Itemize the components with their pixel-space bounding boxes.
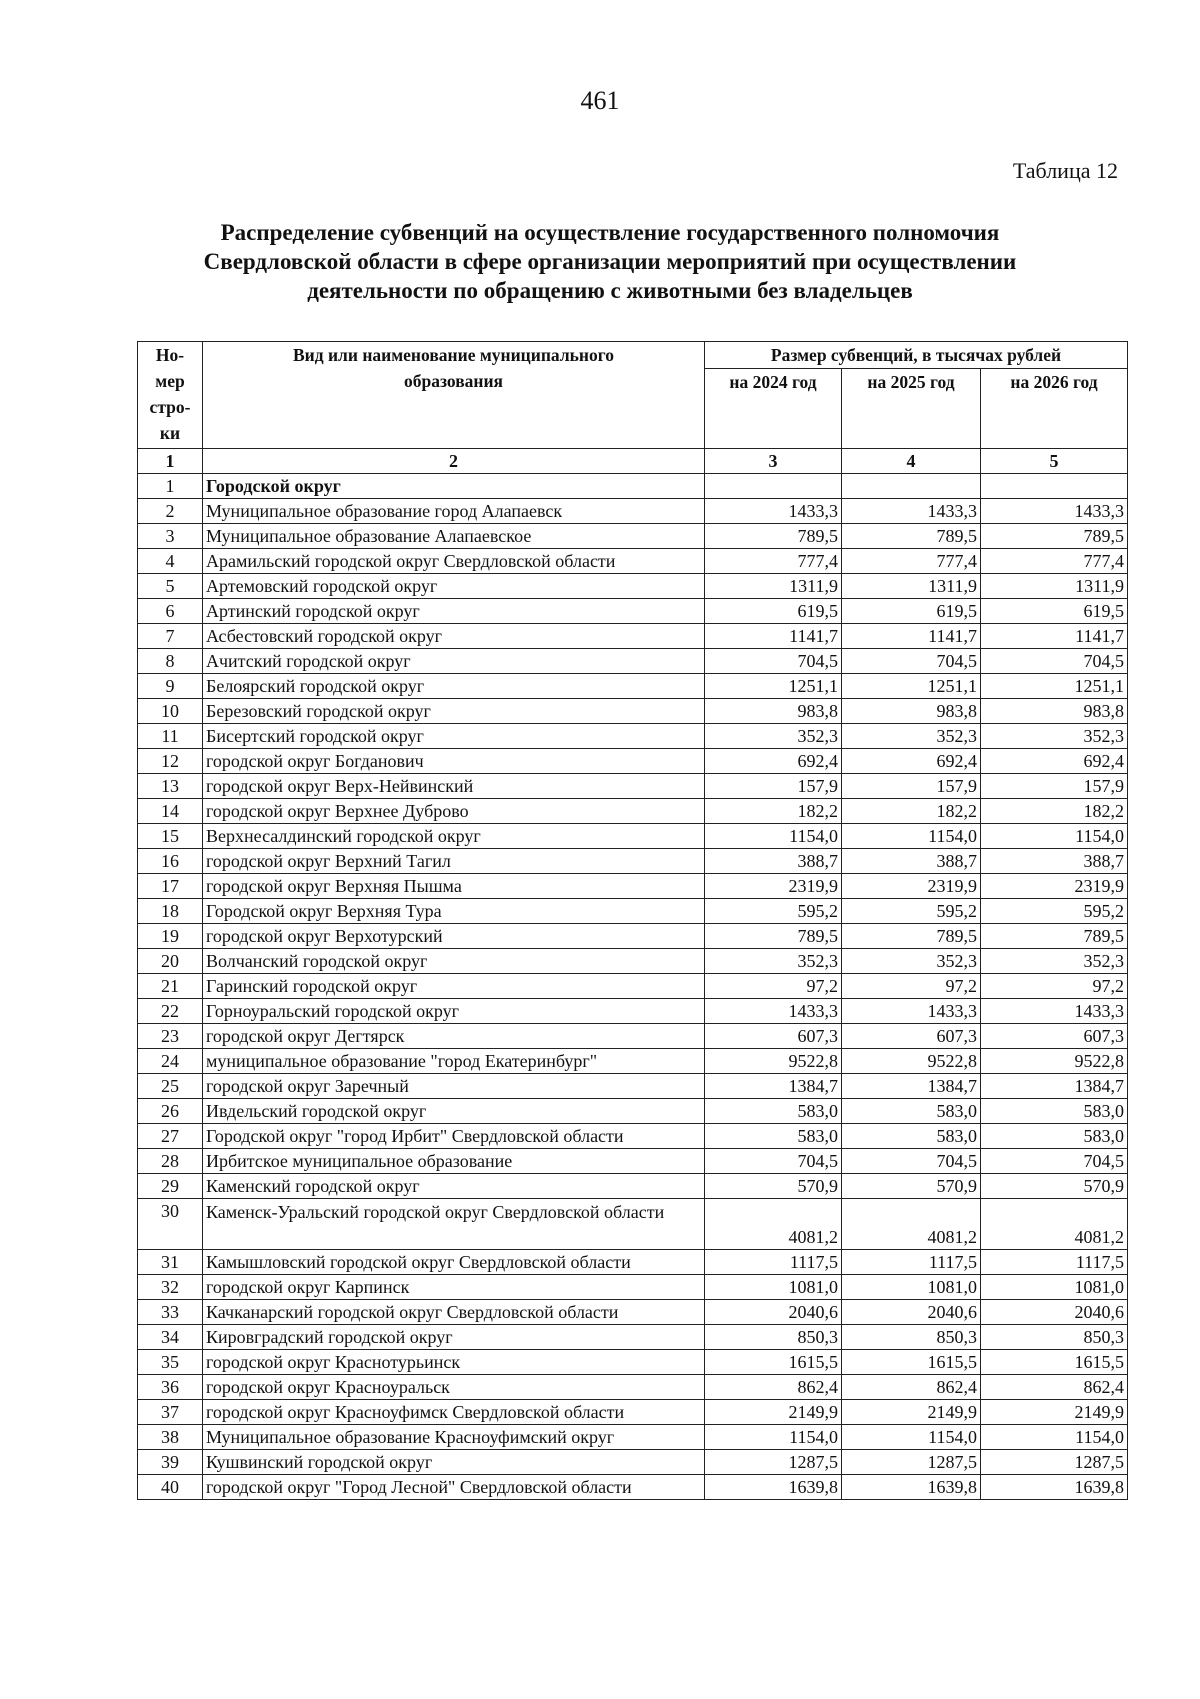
- table-row: [138, 1475, 1128, 1500]
- subsidy-2026-cell: 388,7: [981, 849, 1128, 874]
- table-row: [138, 1375, 1128, 1400]
- subsidy-2025-cell: 1154,0: [842, 824, 981, 849]
- subsidy-2024-cell: 1311,9: [705, 574, 842, 599]
- subsidy-2025-cell: 789,5: [842, 524, 981, 549]
- subsidy-2025-cell: 1433,3: [842, 499, 981, 524]
- municipality-name-cell: городской округ Красноуфимск Свердловской области: [203, 1400, 705, 1425]
- subsidy-2026-cell: 1141,7: [981, 624, 1128, 649]
- row-number-cell: 17: [138, 874, 203, 899]
- subsidy-2024-cell: 2319,9: [705, 874, 842, 899]
- row-number-cell: 15: [138, 824, 203, 849]
- subsidy-2026-cell: 583,0: [981, 1099, 1128, 1124]
- subsidy-2024-cell: 983,8: [705, 699, 842, 724]
- subsidy-2024-cell: 182,2: [705, 799, 842, 824]
- table-row: [138, 474, 1128, 499]
- subsidy-2025-cell: 352,3: [842, 949, 981, 974]
- subsidy-2024-cell: 1287,5: [705, 1450, 842, 1475]
- subsidy-2025-cell: [842, 474, 981, 499]
- subsidy-2025-cell: 2319,9: [842, 874, 981, 899]
- subsidy-2026-cell: 1433,3: [981, 999, 1128, 1024]
- column-index: 4: [842, 449, 981, 474]
- subsidy-2024-cell: 704,5: [705, 1149, 842, 1174]
- subsidy-2026-cell: 1384,7: [981, 1074, 1128, 1099]
- subsidy-2026-cell: 1287,5: [981, 1450, 1128, 1475]
- municipality-name-cell: Каменск-Уральский городской округ Свердловской области: [203, 1199, 705, 1250]
- subsidy-2024-cell: 607,3: [705, 1024, 842, 1049]
- subsidy-table: [137, 341, 1128, 1500]
- subsidy-2025-cell: 2149,9: [842, 1400, 981, 1425]
- row-number-cell: 22: [138, 999, 203, 1024]
- municipality-name-cell: Муниципальное образование Алапаевское: [203, 524, 705, 549]
- column-index: 1: [138, 449, 203, 474]
- municipality-name-cell: Белоярский городской округ: [203, 674, 705, 699]
- row-number-cell: 29: [138, 1174, 203, 1199]
- table-row: [138, 1350, 1128, 1375]
- title-line: Свердловской области в сфере организации мероприятий при осуществлении: [203, 249, 1017, 274]
- municipality-name-cell: Верхнесалдинский городской округ: [203, 824, 705, 849]
- row-number-cell: 19: [138, 924, 203, 949]
- municipality-name-cell: Ирбитское муниципальное образование: [203, 1149, 705, 1174]
- subsidy-2026-cell: 570,9: [981, 1174, 1128, 1199]
- subsidy-2024-cell: 2149,9: [705, 1400, 842, 1425]
- municipality-name-cell: муниципальное образование "город Екатеринбург": [203, 1049, 705, 1074]
- subsidy-2025-cell: 388,7: [842, 849, 981, 874]
- subsidy-2025-cell: 1384,7: [842, 1074, 981, 1099]
- table-row: [138, 1124, 1128, 1149]
- subsidy-2026-cell: 1433,3: [981, 499, 1128, 524]
- municipality-name-cell: Артемовский городской округ: [203, 574, 705, 599]
- row-number-cell: 31: [138, 1250, 203, 1275]
- subsidy-2025-cell: 1154,0: [842, 1425, 981, 1450]
- subsidy-2025-cell: 352,3: [842, 724, 981, 749]
- subsidy-2026-cell: 1251,1: [981, 674, 1128, 699]
- row-number-cell: 5: [138, 574, 203, 599]
- subsidy-2025-cell: 607,3: [842, 1024, 981, 1049]
- table-label: Таблица 12: [1012, 158, 1118, 183]
- table-row: [138, 1099, 1128, 1124]
- subsidy-2024-cell: 1615,5: [705, 1350, 842, 1375]
- header-year-2025: на 2025 год: [842, 369, 981, 449]
- row-number-cell: 38: [138, 1425, 203, 1450]
- table-row: [138, 874, 1128, 899]
- subsidy-2025-cell: 1311,9: [842, 574, 981, 599]
- municipality-name-cell: Ивдельский городской округ: [203, 1099, 705, 1124]
- header-subsidy-size: Размер субвенций, в тысячах рублей: [705, 342, 1128, 369]
- header-text: образования: [403, 371, 504, 391]
- subsidy-2026-cell: 595,2: [981, 899, 1128, 924]
- subsidy-2025-cell: 983,8: [842, 699, 981, 724]
- row-number-cell: 21: [138, 974, 203, 999]
- header-year-2024: на 2024 год: [705, 369, 842, 449]
- municipality-name-cell: городской округ Заречный: [203, 1074, 705, 1099]
- table-row: [138, 499, 1128, 524]
- municipality-name-cell: городской округ "Город Лесной" Свердловской области: [203, 1475, 705, 1500]
- subsidy-2026-cell: 850,3: [981, 1325, 1128, 1350]
- subsidy-2024-cell: 1154,0: [705, 824, 842, 849]
- subsidy-2024-cell: 704,5: [705, 649, 842, 674]
- subsidy-2025-cell: 157,9: [842, 774, 981, 799]
- subsidy-2024-cell: 789,5: [705, 524, 842, 549]
- subsidy-2026-cell: 1311,9: [981, 574, 1128, 599]
- row-number-cell: 4: [138, 549, 203, 574]
- table-row: [138, 574, 1128, 599]
- subsidy-2026-cell: 352,3: [981, 949, 1128, 974]
- table-row: [138, 1250, 1128, 1275]
- subsidy-2026-cell: 777,4: [981, 549, 1128, 574]
- subsidy-2024-cell: 1433,3: [705, 499, 842, 524]
- subsidy-2024-cell: 583,0: [705, 1099, 842, 1124]
- table-row: [138, 1450, 1128, 1475]
- subsidy-2025-cell: 9522,8: [842, 1049, 981, 1074]
- subsidy-2026-cell: 1639,8: [981, 1475, 1128, 1500]
- row-number-cell: 26: [138, 1099, 203, 1124]
- table-row: [138, 974, 1128, 999]
- subsidy-2024-cell: 777,4: [705, 549, 842, 574]
- subsidy-2026-cell: 1154,0: [981, 824, 1128, 849]
- header-year-2026: на 2026 год: [981, 369, 1128, 449]
- table-row: [138, 1400, 1128, 1425]
- subsidy-2025-cell: 1141,7: [842, 624, 981, 649]
- subsidy-2025-cell: 862,4: [842, 1375, 981, 1400]
- subsidy-2025-cell: 619,5: [842, 599, 981, 624]
- header-text: ки: [159, 423, 181, 443]
- subsidy-2025-cell: 704,5: [842, 649, 981, 674]
- subsidy-2024-cell: 862,4: [705, 1375, 842, 1400]
- subsidy-2026-cell: 9522,8: [981, 1049, 1128, 1074]
- subsidy-2026-cell: 4081,2: [981, 1199, 1128, 1250]
- row-number-cell: 36: [138, 1375, 203, 1400]
- row-number-cell: 1: [138, 474, 203, 499]
- subsidy-2024-cell: [705, 474, 842, 499]
- row-number-cell: 14: [138, 799, 203, 824]
- municipality-name-cell: Волчанский городской округ: [203, 949, 705, 974]
- subsidy-2024-cell: 570,9: [705, 1174, 842, 1199]
- row-number-cell: 11: [138, 724, 203, 749]
- subsidy-2024-cell: 157,9: [705, 774, 842, 799]
- table-row: [138, 849, 1128, 874]
- subsidy-2025-cell: 777,4: [842, 549, 981, 574]
- subsidy-2026-cell: 619,5: [981, 599, 1128, 624]
- table-row: [138, 999, 1128, 1024]
- row-number-cell: 27: [138, 1124, 203, 1149]
- municipality-name-cell: городской округ Верхнее Дуброво: [203, 799, 705, 824]
- subsidy-2026-cell: 97,2: [981, 974, 1128, 999]
- row-number-cell: 16: [138, 849, 203, 874]
- table-row: [138, 749, 1128, 774]
- table-row: [138, 599, 1128, 624]
- subsidy-2025-cell: 583,0: [842, 1124, 981, 1149]
- row-number-cell: 7: [138, 624, 203, 649]
- subsidy-2026-cell: 157,9: [981, 774, 1128, 799]
- header-text: Но-: [155, 345, 185, 365]
- subsidy-2024-cell: 619,5: [705, 599, 842, 624]
- subsidy-2026-cell: 789,5: [981, 924, 1128, 949]
- subsidy-2025-cell: 182,2: [842, 799, 981, 824]
- municipality-name-cell: Гаринский городской округ: [203, 974, 705, 999]
- table-row: [138, 799, 1128, 824]
- subsidy-2026-cell: 352,3: [981, 724, 1128, 749]
- table-row: [138, 549, 1128, 574]
- row-number-cell: 3: [138, 524, 203, 549]
- subsidy-2026-cell: [981, 474, 1128, 499]
- subsidy-2026-cell: 1081,0: [981, 1275, 1128, 1300]
- municipality-name-cell: городской округ Дегтярск: [203, 1024, 705, 1049]
- municipality-name-cell: Березовский городской округ: [203, 699, 705, 724]
- table-row: [138, 824, 1128, 849]
- municipality-name-cell: Камышловский городской округ Свердловской области: [203, 1250, 705, 1275]
- subsidy-2026-cell: 692,4: [981, 749, 1128, 774]
- table-row: [138, 649, 1128, 674]
- subsidy-2026-cell: 983,8: [981, 699, 1128, 724]
- municipality-name-cell: городской округ Краснотурьинск: [203, 1350, 705, 1375]
- row-number-cell: 8: [138, 649, 203, 674]
- table-row: [138, 624, 1128, 649]
- table-row: [138, 1425, 1128, 1450]
- subsidy-2024-cell: 9522,8: [705, 1049, 842, 1074]
- municipality-name-cell: Каменский городской округ: [203, 1174, 705, 1199]
- subsidy-2025-cell: 789,5: [842, 924, 981, 949]
- municipality-name-cell: Артинский городской округ: [203, 599, 705, 624]
- subsidy-2024-cell: 1251,1: [705, 674, 842, 699]
- table-row: [138, 899, 1128, 924]
- municipality-name-cell: Городской округ Верхняя Тура: [203, 899, 705, 924]
- header-text: Вид или наименование муниципального: [292, 345, 614, 365]
- subsidy-2026-cell: 704,5: [981, 649, 1128, 674]
- row-number-cell: 25: [138, 1074, 203, 1099]
- subsidy-2026-cell: 1154,0: [981, 1425, 1128, 1450]
- row-number-cell: 13: [138, 774, 203, 799]
- column-index: 2: [203, 449, 705, 474]
- subsidy-2026-cell: 704,5: [981, 1149, 1128, 1174]
- subsidy-2024-cell: 97,2: [705, 974, 842, 999]
- subsidy-2024-cell: 4081,2: [705, 1199, 842, 1250]
- municipality-name-cell: Арамильский городской округ Свердловской области: [203, 549, 705, 574]
- subsidy-2024-cell: 1384,7: [705, 1074, 842, 1099]
- row-number-cell: 2: [138, 499, 203, 524]
- subsidy-2025-cell: 1251,1: [842, 674, 981, 699]
- table-row: [138, 1325, 1128, 1350]
- municipality-name-cell: городской округ Карпинск: [203, 1275, 705, 1300]
- header-text: мер: [155, 371, 185, 391]
- subsidy-2024-cell: 595,2: [705, 899, 842, 924]
- row-number-cell: 32: [138, 1275, 203, 1300]
- municipality-name-cell: городской округ Богданович: [203, 749, 705, 774]
- municipality-name-cell: Горноуральский городской округ: [203, 999, 705, 1024]
- subsidy-2026-cell: 2040,6: [981, 1300, 1128, 1325]
- document-title: [140, 218, 1080, 305]
- subsidy-2024-cell: 692,4: [705, 749, 842, 774]
- municipality-name-cell: Ачитский городской округ: [203, 649, 705, 674]
- table-body: [138, 474, 1128, 1500]
- subsidy-2024-cell: 352,3: [705, 949, 842, 974]
- table-row: [138, 1174, 1128, 1199]
- subsidy-2024-cell: 1081,0: [705, 1275, 842, 1300]
- subsidy-2025-cell: 595,2: [842, 899, 981, 924]
- municipality-name-cell: городской округ Верхняя Пышма: [203, 874, 705, 899]
- subsidy-2026-cell: 182,2: [981, 799, 1128, 824]
- subsidy-2025-cell: 1287,5: [842, 1450, 981, 1475]
- table-row: [138, 924, 1128, 949]
- subsidy-2024-cell: 1117,5: [705, 1250, 842, 1275]
- table-row: [138, 1275, 1128, 1300]
- municipality-name-cell: Городской округ: [203, 474, 705, 499]
- row-number-cell: 10: [138, 699, 203, 724]
- table-row: [138, 1300, 1128, 1325]
- subsidy-2024-cell: 789,5: [705, 924, 842, 949]
- table-row: [138, 699, 1128, 724]
- subsidy-2024-cell: 352,3: [705, 724, 842, 749]
- page-number: 461: [580, 86, 620, 115]
- subsidy-2025-cell: 1615,5: [842, 1350, 981, 1375]
- subsidy-2024-cell: 1639,8: [705, 1475, 842, 1500]
- subsidy-2024-cell: 1141,7: [705, 624, 842, 649]
- subsidy-2025-cell: 1117,5: [842, 1250, 981, 1275]
- column-index: 3: [705, 449, 842, 474]
- subsidy-2026-cell: 607,3: [981, 1024, 1128, 1049]
- subsidy-2025-cell: 704,5: [842, 1149, 981, 1174]
- subsidy-2024-cell: 388,7: [705, 849, 842, 874]
- row-number-cell: 18: [138, 899, 203, 924]
- row-number-cell: 20: [138, 949, 203, 974]
- subsidy-2025-cell: 1081,0: [842, 1275, 981, 1300]
- table-row: [138, 1074, 1128, 1099]
- table-row: [138, 1049, 1128, 1074]
- subsidy-2025-cell: 692,4: [842, 749, 981, 774]
- municipality-name-cell: городской округ Красноуральск: [203, 1375, 705, 1400]
- subsidy-2025-cell: 850,3: [842, 1325, 981, 1350]
- subsidy-2025-cell: 97,2: [842, 974, 981, 999]
- row-number-cell: 12: [138, 749, 203, 774]
- header-municipality-name: [203, 342, 705, 449]
- municipality-name-cell: Качканарский городской округ Свердловской области: [203, 1300, 705, 1325]
- municipality-name-cell: Муниципальное образование город Алапаевск: [203, 499, 705, 524]
- subsidy-2025-cell: 2040,6: [842, 1300, 981, 1325]
- subsidy-2026-cell: 2319,9: [981, 874, 1128, 899]
- subsidy-2024-cell: 583,0: [705, 1124, 842, 1149]
- table-row: [138, 1149, 1128, 1174]
- subsidy-2026-cell: 1117,5: [981, 1250, 1128, 1275]
- municipality-name-cell: Кушвинский городской округ: [203, 1450, 705, 1475]
- row-number-cell: 39: [138, 1450, 203, 1475]
- row-number-cell: 23: [138, 1024, 203, 1049]
- row-number-cell: 24: [138, 1049, 203, 1074]
- row-number-cell: 33: [138, 1300, 203, 1325]
- municipality-name-cell: Кировградский городской округ: [203, 1325, 705, 1350]
- municipality-name-cell: городской округ Верхотурский: [203, 924, 705, 949]
- row-number-cell: 28: [138, 1149, 203, 1174]
- row-number-cell: 35: [138, 1350, 203, 1375]
- subsidy-2025-cell: 570,9: [842, 1174, 981, 1199]
- subsidy-2026-cell: 1615,5: [981, 1350, 1128, 1375]
- subsidy-2025-cell: 1433,3: [842, 999, 981, 1024]
- municipality-name-cell: Асбестовский городской округ: [203, 624, 705, 649]
- row-number-cell: 34: [138, 1325, 203, 1350]
- row-number-cell: 37: [138, 1400, 203, 1425]
- subsidy-2024-cell: 1154,0: [705, 1425, 842, 1450]
- header-text: стро-: [149, 397, 191, 417]
- table-row: [138, 949, 1128, 974]
- subsidy-2026-cell: 583,0: [981, 1124, 1128, 1149]
- title-line: Распределение субвенций на осуществление государственного полномочия: [220, 220, 1000, 245]
- subsidy-2025-cell: 4081,2: [842, 1199, 981, 1250]
- subsidy-2024-cell: 850,3: [705, 1325, 842, 1350]
- municipality-name-cell: Бисертский городской округ: [203, 724, 705, 749]
- table-row: [138, 774, 1128, 799]
- table-row: [138, 1024, 1128, 1049]
- row-number-cell: 6: [138, 599, 203, 624]
- row-number-cell: 40: [138, 1475, 203, 1500]
- table-row: [138, 1199, 1128, 1250]
- municipality-name-cell: городской округ Верх-Нейвинский: [203, 774, 705, 799]
- title-line: деятельности по обращению с животными без владельцев: [307, 278, 913, 303]
- municipality-name-cell: городской округ Верхний Тагил: [203, 849, 705, 874]
- row-number-cell: 9: [138, 674, 203, 699]
- table-row: [138, 674, 1128, 699]
- subsidy-2026-cell: 2149,9: [981, 1400, 1128, 1425]
- subsidy-2026-cell: 862,4: [981, 1375, 1128, 1400]
- municipality-name-cell: Муниципальное образование Красноуфимский округ: [203, 1425, 705, 1450]
- municipality-name-cell: Городской округ "город Ирбит" Свердловской области: [203, 1124, 705, 1149]
- subsidy-2024-cell: 2040,6: [705, 1300, 842, 1325]
- subsidy-2026-cell: 789,5: [981, 524, 1128, 549]
- subsidy-2025-cell: 1639,8: [842, 1475, 981, 1500]
- table-row: [138, 524, 1128, 549]
- subsidy-2024-cell: 1433,3: [705, 999, 842, 1024]
- table-row: [138, 724, 1128, 749]
- subsidy-2025-cell: 583,0: [842, 1099, 981, 1124]
- row-number-cell: 30: [138, 1199, 203, 1250]
- header-row-number: [138, 342, 203, 449]
- column-index: 5: [981, 449, 1128, 474]
